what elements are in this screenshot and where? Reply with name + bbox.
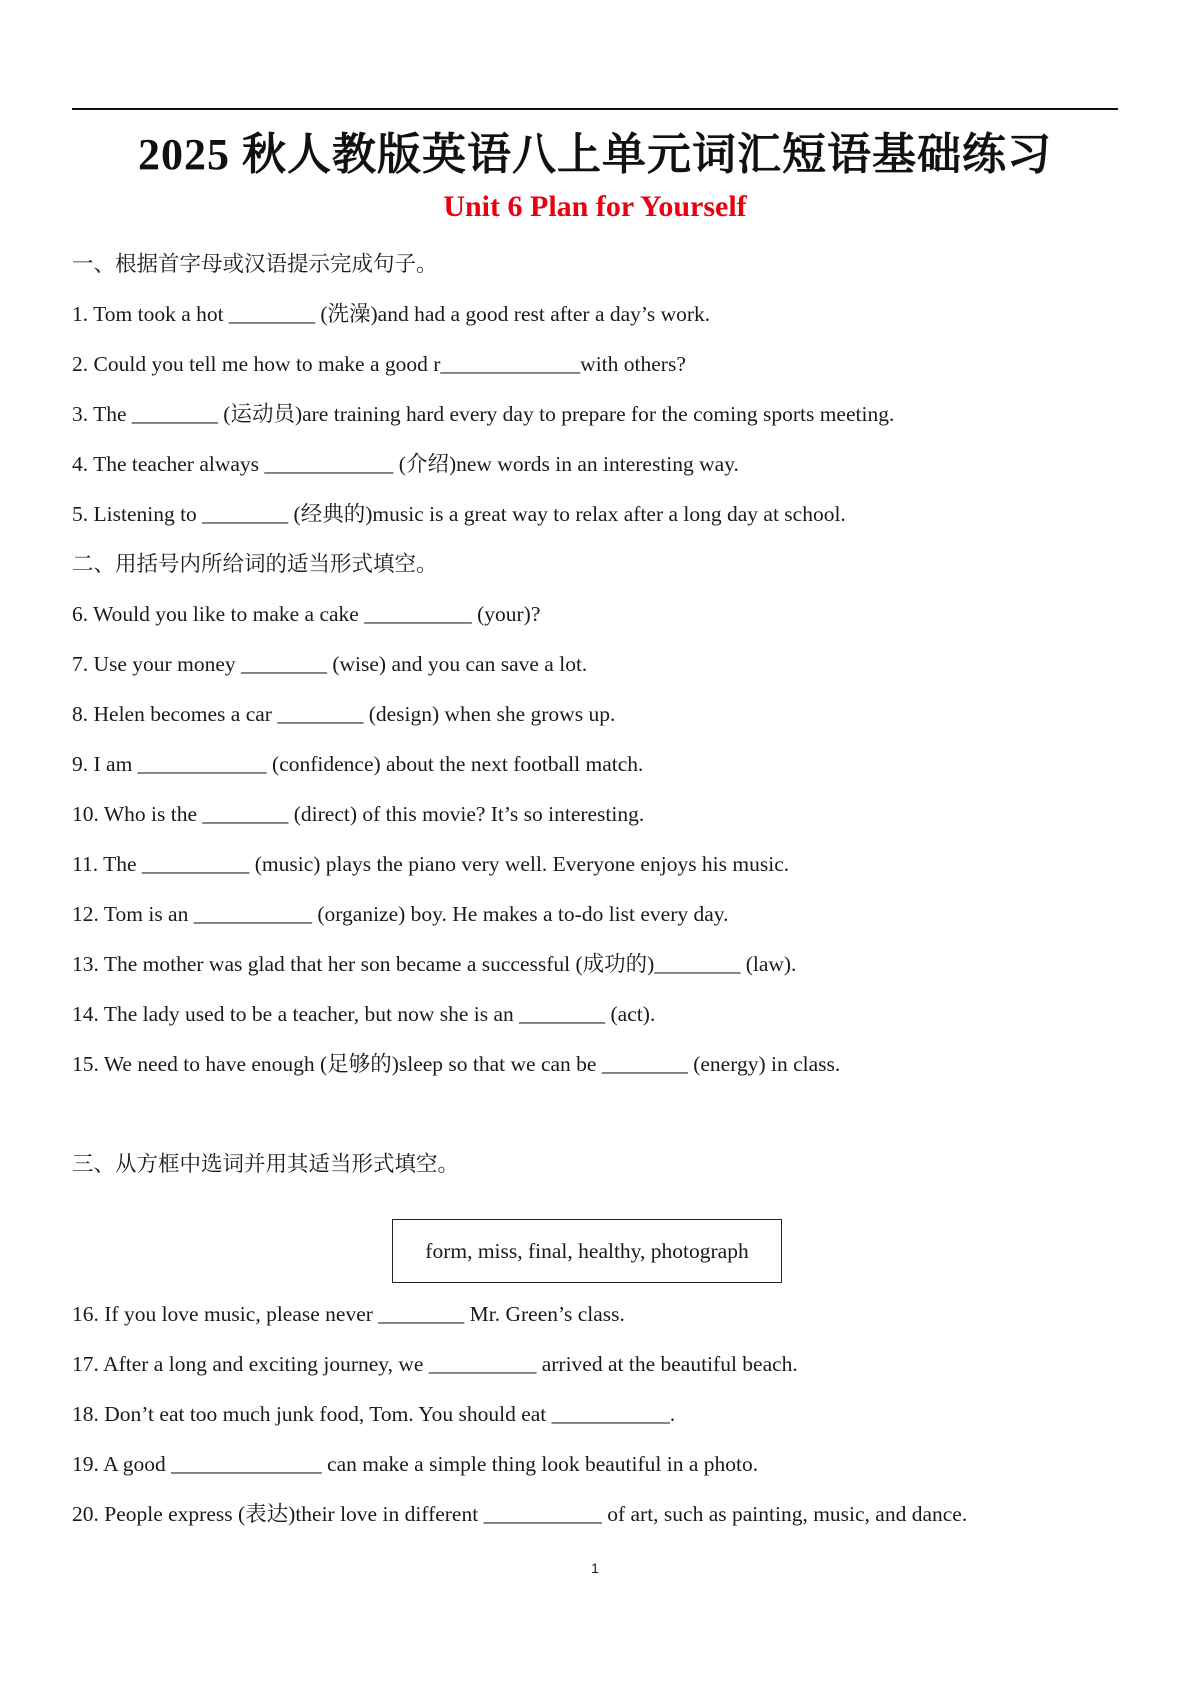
question-8: 8. Helen becomes a car ________ (design) when she grows up.: [72, 702, 616, 726]
question-2: 2. Could you tell me how to make a good r_____________with others?: [72, 352, 686, 376]
question-9: 9. I am ____________ (confidence) about the next football match.: [72, 752, 644, 776]
question-15: 15. We need to have enough (足够的)sleep so that we can be ________ (energy) in class.: [72, 1052, 841, 1076]
page-title: 2025 秋人教版英语八上单元词汇短语基础练习: [138, 130, 1052, 179]
page-number: 1: [591, 1560, 599, 1576]
question-1: 1. Tom took a hot ________ (洗澡)and had a good rest after a day’s work.: [72, 302, 711, 326]
question-13: 13. The mother was glad that her son became a successful (成功的)________ (law).: [72, 952, 797, 976]
question-17: 17. After a long and exciting journey, we __________ arrived at the beautiful beach.: [72, 1352, 798, 1376]
question-7: 7. Use your money ________ (wise) and you can save a lot.: [72, 652, 588, 676]
question-14: 14. The lady used to be a teacher, but now she is an ________ (act).: [72, 1002, 656, 1026]
section-heading-3: 三、从方框中选词并用其适当形式填空。: [72, 1152, 460, 1176]
question-18: 18. Don’t eat too much junk food, Tom. You should eat ___________.: [72, 1402, 676, 1426]
question-4: 4. The teacher always ____________ (介绍)new words in an interesting way.: [72, 452, 739, 476]
question-20: 20. People express (表达)their love in different ___________ of art, such as painting, music, and dance.: [72, 1502, 968, 1526]
question-19: 19. A good ______________ can make a simple thing look beautiful in a photo.: [72, 1452, 759, 1476]
question-3: 3. The ________ (运动员)are training hard every day to prepare for the coming sports meeting.: [72, 402, 895, 426]
unit-subtitle: Unit 6 Plan for Yourself: [443, 190, 747, 223]
question-12: 12. Tom is an ___________ (organize) boy. He makes a to-do list every day.: [72, 902, 729, 926]
question-11: 11. The __________ (music) plays the piano very well. Everyone enjoys his music.: [72, 852, 790, 876]
section-heading-2: 二、用括号内所给词的适当形式填空。: [72, 552, 438, 576]
question-10: 10. Who is the ________ (direct) of this movie? It’s so interesting.: [72, 802, 645, 826]
question-6: 6. Would you like to make a cake __________ (your)?: [72, 602, 541, 626]
top-rule: [72, 108, 1118, 110]
word-box: form, miss, final, healthy, photograph: [392, 1219, 782, 1283]
section-heading-1: 一、根据首字母或汉语提示完成句子。: [72, 252, 438, 276]
question-16: 16. If you love music, please never ________ Mr. Green’s class.: [72, 1302, 625, 1326]
question-5: 5. Listening to ________ (经典的)music is a great way to relax after a long day at school.: [72, 502, 846, 526]
